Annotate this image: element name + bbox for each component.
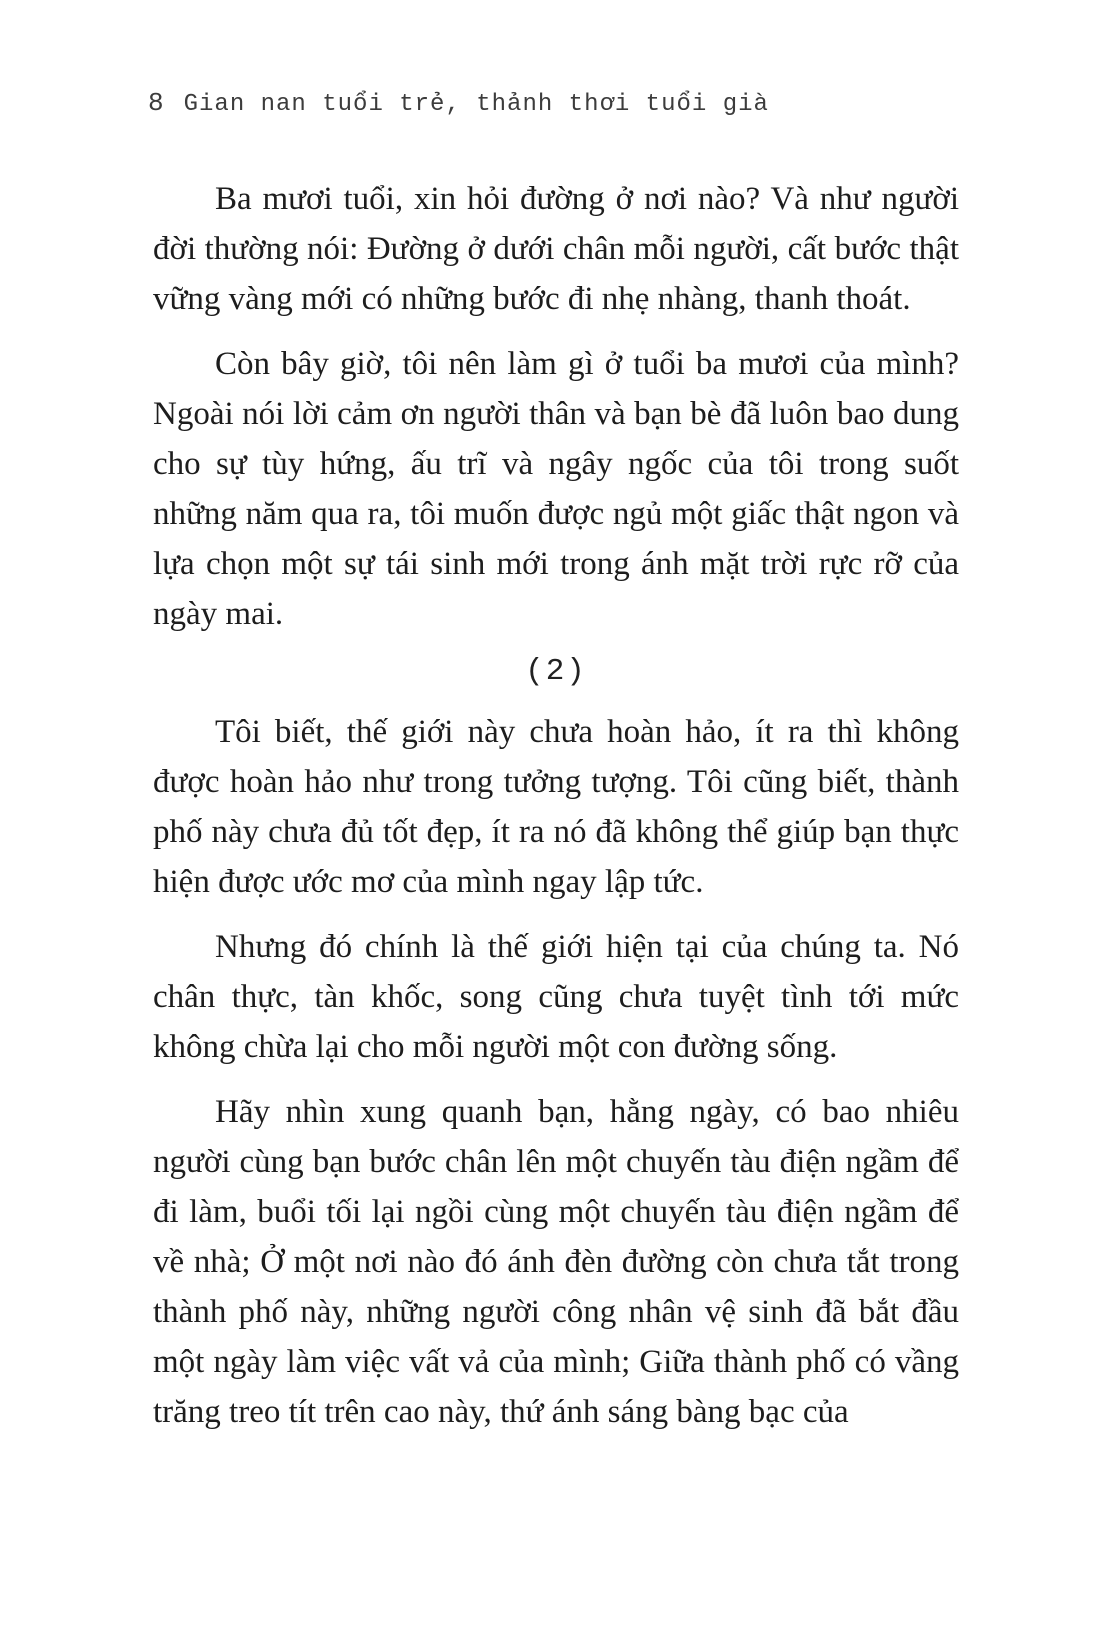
running-header — [148, 88, 769, 118]
running-header-title: Gian nan tuổi trẻ, thảnh thơi tuổi già — [183, 91, 769, 118]
body-text-block — [153, 174, 959, 1437]
paragraph: Nhưng đó chính là thế giới hiện tại của chúng ta. Nó chân thực, tàn khốc, song cũng chưa tuyệt tình tới mức không chừa lại cho mỗi người một con đường sống. — [153, 929, 959, 1065]
paragraph-group-before-marker — [153, 174, 959, 639]
paragraph: Tôi biết, thế giới này chưa hoàn hảo, ít ra thì không được hoàn hảo như trong tưởng tượng. Tôi cũng biết, thành phố này chưa đủ tốt đẹp, ít ra nó đã không thể giúp bạn thực hiện được ước mơ của mình ngay lập tức. — [153, 714, 959, 900]
paragraph: Còn bây giờ, tôi nên làm gì ở tuổi ba mươi của mình? Ngoài nói lời cảm ơn người thân và bạn bè đã luôn bao dung cho sự tùy hứng, ấu trĩ và ngây ngốc của tôi trong suốt những năm qua ra, tôi muốn được ngủ một giấc thật ngon và lựa chọn một sự tái sinh mới trong ánh mặt trời rực rỡ của ngày mai. — [153, 346, 959, 632]
paragraph-group-after-marker — [153, 707, 959, 1437]
paragraph: Ba mươi tuổi, xin hỏi đường ở nơi nào? Và như người đời thường nói: Đường ở dưới chân mỗi người, cất bước thật vững vàng mới có những bước đi nhẹ nhàng, thanh thoát. — [153, 181, 959, 317]
paragraph: Hãy nhìn xung quanh bạn, hằng ngày, có bao nhiêu người cùng bạn bước chân lên một chuyến tàu điện ngầm để đi làm, buổi tối lại ngồi cùng một chuyến tàu điện ngầm để về nhà; Ở một nơi nào đó ánh đèn đường còn chưa tắt trong thành phố này, những người công nhân vệ sinh đã bắt đầu một ngày làm việc vất vả của mình; Giữa thành phố có vầng trăng treo tít trên cao này, thứ ánh sáng bàng bạc của — [153, 1094, 959, 1430]
section-number-marker: (2) — [525, 654, 587, 689]
page-number: 8 — [148, 88, 165, 118]
